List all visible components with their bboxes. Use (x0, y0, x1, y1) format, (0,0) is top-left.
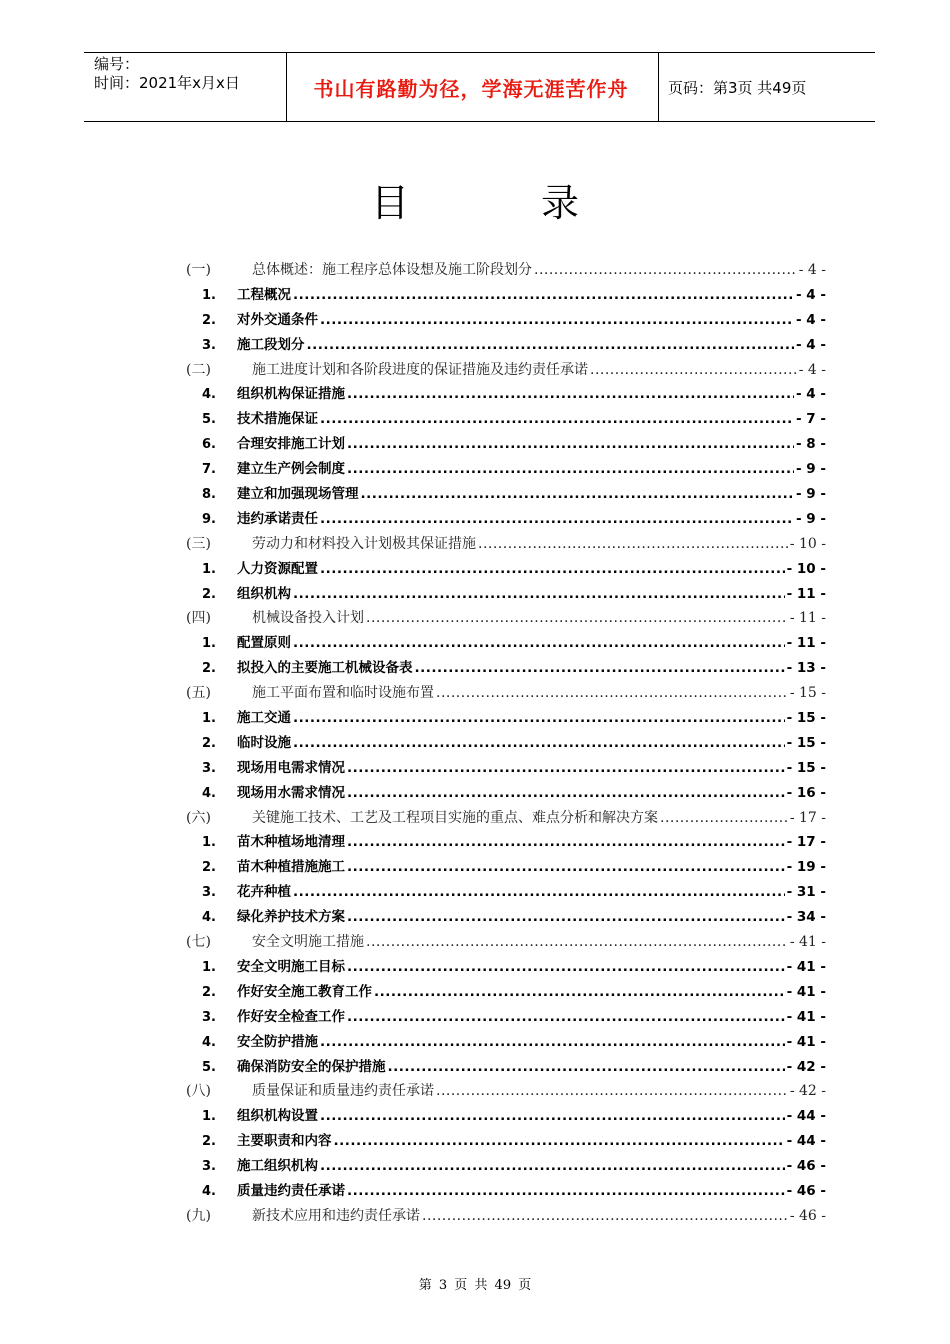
toc-title: 临时设施 (237, 734, 291, 751)
toc-page-number: - 41 - (786, 958, 826, 975)
toc-number: 1. (202, 711, 216, 727)
toc-line (252, 1204, 826, 1229)
toc-leader-dots (347, 905, 785, 930)
toc-title: 施工进度计划和各阶段进度的保证措施及违约责任承诺 (252, 361, 588, 378)
toc-page-number: - 11 - (786, 585, 826, 602)
toc-leader-dots (334, 1129, 785, 1154)
toc-entry[interactable] (186, 980, 826, 1005)
toc-title: 劳动力和材料投入计划极其保证措施 (252, 535, 476, 552)
toc-line (252, 606, 826, 631)
toc-title: 施工段划分 (237, 336, 305, 353)
toc-leader-dots (347, 457, 794, 482)
toc-title: 合理安排施工计划 (237, 436, 345, 453)
toc-leader-dots (478, 532, 788, 557)
toc-title: 人力资源配置 (237, 560, 318, 577)
toc-page-number: - 44 - (786, 1133, 826, 1150)
toc-section[interactable] (186, 1204, 826, 1229)
toc-leader-dots (293, 283, 794, 308)
toc-leader-dots (660, 806, 788, 831)
toc-page-number: - 41 - (786, 1008, 826, 1025)
toc-leader-dots (347, 781, 785, 806)
toc-leader-dots (436, 681, 788, 706)
toc-leader-dots (293, 731, 785, 756)
page-header (84, 52, 875, 122)
toc-page-number: - 46 - (786, 1182, 826, 1199)
toc-entry[interactable] (186, 756, 826, 781)
toc-entry[interactable] (186, 855, 826, 880)
toc-number: (七) (186, 934, 211, 951)
toc-line (237, 308, 826, 333)
page-footer: 第 3 页 共 49 页 (418, 1278, 532, 1293)
toc-title: 总体概述：施工程序总体设想及施工阶段划分 (252, 262, 532, 278)
toc-entry[interactable] (186, 631, 826, 656)
toc-leader-dots (361, 482, 795, 507)
toc-number: 2. (202, 1134, 216, 1150)
toc-leader-dots (388, 1055, 785, 1080)
toc-section[interactable] (186, 930, 826, 955)
toc-leader-dots (436, 1079, 788, 1104)
toc-line (237, 855, 826, 880)
toc-title: 施工组织机构 (237, 1158, 318, 1175)
toc-title: 建立和加强现场管理 (237, 486, 359, 503)
toc-page-number: - 11 - (789, 610, 826, 627)
toc-entry[interactable] (186, 482, 826, 507)
toc-number: 3. (202, 1159, 216, 1175)
toc-page-number: - 8 - (796, 436, 826, 453)
toc-leader-dots (320, 1154, 785, 1179)
toc-page-number: - 46 - (789, 1207, 826, 1224)
toc-title: 苗木种植措施施工 (237, 859, 345, 876)
toc-title: 施工交通 (237, 710, 291, 727)
toc-number: 2. (202, 586, 216, 602)
toc-leader-dots (415, 656, 785, 681)
toc-page-number: - 10 - (786, 560, 826, 577)
toc-line (237, 382, 826, 407)
toc-title: 机械设备投入计划 (252, 610, 364, 627)
toc-line (237, 1030, 826, 1055)
toc-entry[interactable] (186, 1030, 826, 1055)
toc-title: 质量保证和质量违约责任承诺 (252, 1083, 434, 1100)
toc-number: (四) (186, 610, 211, 627)
toc-page-number: - 41 - (786, 983, 826, 1000)
toc-page-number: - 46 - (786, 1158, 826, 1175)
toc-section[interactable] (186, 1079, 826, 1104)
toc-leader-dots (293, 880, 785, 905)
toc-number: 3. (202, 337, 216, 353)
header-page-info: 页码：第3页 共49页 (668, 79, 807, 97)
toc-number: (二) (186, 361, 211, 378)
toc-number: 4. (202, 785, 216, 801)
toc-line (252, 358, 826, 383)
toc-entry[interactable] (186, 706, 826, 731)
toc-title: 作好安全检查工作 (237, 1008, 345, 1025)
toc-line (237, 582, 826, 607)
toc-number: 1. (202, 835, 216, 851)
toc-leader-dots (347, 756, 785, 781)
toc-title: 安全文明施工措施 (252, 934, 364, 951)
table-of-contents (186, 258, 826, 1229)
toc-page-number: - 7 - (796, 411, 826, 428)
toc-leader-dots (293, 631, 785, 656)
toc-entry[interactable] (186, 1104, 826, 1129)
toc-title: 花卉种植 (237, 884, 291, 901)
toc-leader-dots (293, 582, 785, 607)
toc-number: (三) (186, 535, 211, 552)
toc-title: 现场用水需求情况 (237, 784, 345, 801)
toc-section[interactable] (186, 606, 826, 631)
toc-line (237, 781, 826, 806)
toc-page-number: - 41 - (786, 1033, 826, 1050)
toc-number: 5. (202, 412, 216, 428)
toc-page-number: - 42 - (786, 1058, 826, 1075)
toc-line (237, 980, 826, 1005)
toc-title: 新技术应用和违约责任承诺 (252, 1207, 420, 1224)
toc-line (237, 1055, 826, 1080)
toc-number: 1. (202, 1109, 216, 1125)
toc-page-number: - 13 - (786, 660, 826, 677)
toc-title: 工程概况 (237, 286, 291, 303)
toc-number: 4. (202, 910, 216, 926)
toc-page-number: - 9 - (796, 486, 826, 503)
toc-title: 技术措施保证 (237, 411, 318, 428)
toc-entry[interactable] (186, 308, 826, 333)
toc-title: 建立生产例会制度 (237, 461, 345, 478)
toc-number: 1. (202, 287, 216, 303)
toc-leader-dots (347, 1179, 785, 1204)
toc-line (237, 1129, 826, 1154)
toc-line (237, 955, 826, 980)
toc-entry[interactable] (186, 1129, 826, 1154)
toc-number: 1. (202, 959, 216, 975)
document-number-label: 编号： (94, 55, 140, 73)
toc-title: 组织机构 (237, 585, 291, 602)
toc-number: (六) (186, 809, 211, 826)
toc-leader-dots (347, 382, 794, 407)
toc-line (237, 432, 826, 457)
toc-title: 作好安全施工教育工作 (237, 983, 372, 1000)
toc-page-number: - 11 - (786, 635, 826, 652)
toc-entry[interactable] (186, 557, 826, 582)
toc-page-number: - 42 - (789, 1083, 826, 1100)
toc-title: 配置原则 (237, 635, 291, 652)
toc-page-number: - 10 - (789, 535, 826, 552)
toc-entry[interactable] (186, 731, 826, 756)
toc-title: 苗木种植场地清理 (237, 834, 345, 851)
toc-number: 7. (202, 462, 216, 478)
toc-title: 关键施工技术、工艺及工程项目实施的重点、难点分析和解决方案 (252, 809, 658, 826)
toc-leader-dots (320, 407, 794, 432)
toc-line (237, 1154, 826, 1179)
toc-number: 9. (202, 511, 216, 527)
toc-entry[interactable] (186, 905, 826, 930)
toc-leader-dots (374, 980, 785, 1005)
toc-number: (五) (186, 685, 211, 702)
toc-leader-dots (293, 706, 785, 731)
toc-number: 4. (202, 387, 216, 403)
toc-title: 现场用电需求情况 (237, 759, 345, 776)
toc-entry[interactable] (186, 432, 826, 457)
toc-entry[interactable] (186, 283, 826, 308)
toc-title: 组织机构设置 (237, 1108, 318, 1125)
toc-line (237, 656, 826, 681)
toc-title: 对外交通条件 (237, 311, 318, 328)
page-title: 目 录 (370, 181, 580, 225)
toc-section[interactable] (186, 806, 826, 831)
toc-entry[interactable] (186, 407, 826, 432)
toc-line (237, 507, 826, 532)
toc-page-number: - 17 - (789, 809, 826, 826)
toc-page-number: - 15 - (786, 710, 826, 727)
toc-page-number: - 16 - (786, 784, 826, 801)
toc-number: 1. (202, 636, 216, 652)
toc-leader-dots (347, 432, 794, 457)
toc-line (237, 1005, 826, 1030)
toc-leader-dots (320, 1104, 785, 1129)
toc-number: (八) (186, 1083, 211, 1100)
toc-leader-dots (366, 606, 788, 631)
toc-section[interactable] (186, 681, 826, 706)
toc-leader-dots (320, 308, 794, 333)
toc-line (252, 1079, 826, 1104)
toc-page-number: - 44 - (786, 1108, 826, 1125)
toc-page-number: - 4 - (796, 286, 826, 303)
toc-line (237, 482, 826, 507)
toc-line (252, 681, 826, 706)
toc-number: (一) (186, 262, 211, 278)
toc-page-number: - 4 - (796, 311, 826, 328)
toc-leader-dots (347, 830, 785, 855)
toc-section[interactable] (186, 358, 826, 383)
toc-line (237, 905, 826, 930)
header-meta (94, 55, 240, 93)
toc-entry[interactable] (186, 382, 826, 407)
toc-page-number: - 15 - (786, 734, 826, 751)
toc-line (237, 333, 826, 358)
toc-entry[interactable] (186, 830, 826, 855)
toc-line (237, 1179, 826, 1204)
toc-page-number: - 19 - (786, 859, 826, 876)
toc-entry[interactable] (186, 582, 826, 607)
toc-number: 2. (202, 860, 216, 876)
toc-leader-dots (307, 333, 795, 358)
toc-leader-dots (320, 557, 785, 582)
toc-page-number: - 4 - (798, 262, 826, 278)
toc-page-number: - 4 - (796, 336, 826, 353)
toc-entry[interactable] (186, 781, 826, 806)
toc-section[interactable] (186, 532, 826, 557)
toc-number: 1. (202, 561, 216, 577)
toc-page-number: - 15 - (786, 759, 826, 776)
toc-entry[interactable] (186, 333, 826, 358)
toc-number: 5. (202, 1059, 216, 1075)
toc-page-number: - 17 - (786, 834, 826, 851)
toc-title: 绿化养护技术方案 (237, 909, 345, 926)
header-divider (658, 53, 659, 121)
toc-number: 3. (202, 885, 216, 901)
toc-number: 4. (202, 1183, 216, 1199)
toc-line (237, 830, 826, 855)
toc-leader-dots (534, 258, 797, 283)
toc-leader-dots (347, 955, 785, 980)
toc-leader-dots (320, 507, 794, 532)
toc-number: 4. (202, 1034, 216, 1050)
toc-leader-dots (366, 930, 788, 955)
toc-title: 施工平面布置和临时设施布置 (252, 685, 434, 702)
header-motto: 书山有路勤为径，学海无涯苦作舟 (313, 77, 629, 101)
toc-entry[interactable] (186, 1055, 826, 1080)
toc-number: (九) (186, 1207, 211, 1224)
toc-line (252, 806, 826, 831)
toc-leader-dots (347, 855, 785, 880)
toc-number: 2. (202, 661, 216, 677)
toc-line (237, 756, 826, 781)
toc-leader-dots (347, 1005, 785, 1030)
toc-line (237, 631, 826, 656)
toc-entry[interactable] (186, 880, 826, 905)
toc-line (252, 930, 826, 955)
toc-title: 主要职责和内容 (237, 1133, 332, 1150)
toc-title: 确保消防安全的保护措施 (237, 1058, 386, 1075)
toc-line (237, 457, 826, 482)
toc-entry[interactable] (186, 507, 826, 532)
toc-number: 6. (202, 437, 216, 453)
toc-entry[interactable] (186, 457, 826, 482)
toc-line (237, 557, 826, 582)
toc-number: 2. (202, 735, 216, 751)
toc-page-number: - 4 - (798, 361, 826, 378)
toc-page-number: - 34 - (786, 909, 826, 926)
document-time-label: 时间：2021年x月x日 (94, 74, 240, 92)
toc-leader-dots (320, 1030, 785, 1055)
toc-page-number: - 9 - (796, 461, 826, 478)
toc-page-number: - 4 - (796, 386, 826, 403)
toc-page-number: - 41 - (789, 934, 826, 951)
toc-entry[interactable] (186, 1005, 826, 1030)
toc-line (252, 532, 826, 557)
toc-line (252, 258, 826, 283)
toc-number: 8. (202, 487, 216, 503)
toc-line (237, 1104, 826, 1129)
toc-entry[interactable] (186, 1179, 826, 1204)
toc-title: 拟投入的主要施工机械设备表 (237, 660, 413, 677)
toc-section[interactable] (186, 258, 826, 283)
toc-title: 安全文明施工目标 (237, 958, 345, 975)
toc-title: 组织机构保证措施 (237, 386, 345, 403)
toc-line (237, 706, 826, 731)
toc-title: 安全防护措施 (237, 1033, 318, 1050)
toc-line (237, 407, 826, 432)
toc-line (237, 731, 826, 756)
toc-page-number: - 9 - (796, 510, 826, 527)
toc-leader-dots (422, 1204, 788, 1229)
toc-number: 2. (202, 984, 216, 1000)
toc-number: 3. (202, 760, 216, 776)
toc-line (237, 880, 826, 905)
toc-number: 2. (202, 312, 216, 328)
toc-title: 质量违约责任承诺 (237, 1182, 345, 1199)
toc-entry[interactable] (186, 656, 826, 681)
toc-entry[interactable] (186, 1154, 826, 1179)
toc-page-number: - 15 - (789, 685, 826, 702)
toc-number: 3. (202, 1009, 216, 1025)
toc-entry[interactable] (186, 955, 826, 980)
toc-leader-dots (590, 358, 797, 383)
toc-page-number: - 31 - (786, 884, 826, 901)
toc-title: 违约承诺责任 (237, 510, 318, 527)
toc-line (237, 283, 826, 308)
